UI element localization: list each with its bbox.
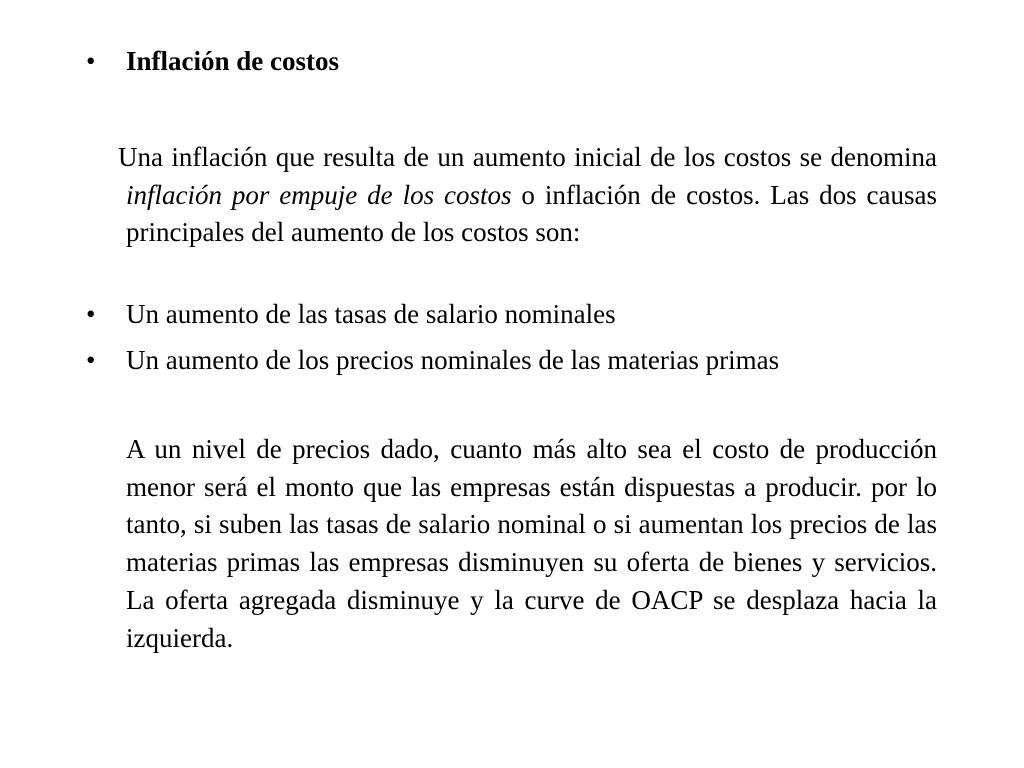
slide-heading: Inflación de costos [126, 46, 340, 76]
list-item-text: Un aumento de las tasas de salario nominales [126, 299, 616, 329]
bullet-icon: • [86, 46, 96, 76]
list-item-text: Un aumento de los precios nominales de las materias primas [126, 345, 780, 375]
intro-italic-term: inflación por empuje de los costos [126, 179, 512, 210]
closing-paragraph: A un nivel de precios dado, cuanto más alto sea el costo de producción menor será el monto que las empresas están dispuestas a producir. por lo tanto, si suben las tasas de salario nominal o si aumentan los precios de las materias primas las empresas disminuyen su oferta de bienes y servicios. La oferta agregada disminuye y la curve de OACP se desplaza hacia la izquierda. [126, 434, 937, 653]
intro-paragraph [118, 139, 937, 252]
intro-text-end: o inflación de costos. Las dos causas principales del aumento de los costos son: [126, 179, 937, 248]
intro-text-start: Una inflación que resulta de un aumento inicial de los costos se denomina [118, 142, 937, 172]
bullet-icon: • [86, 345, 96, 375]
bullet-icon: • [86, 299, 96, 329]
